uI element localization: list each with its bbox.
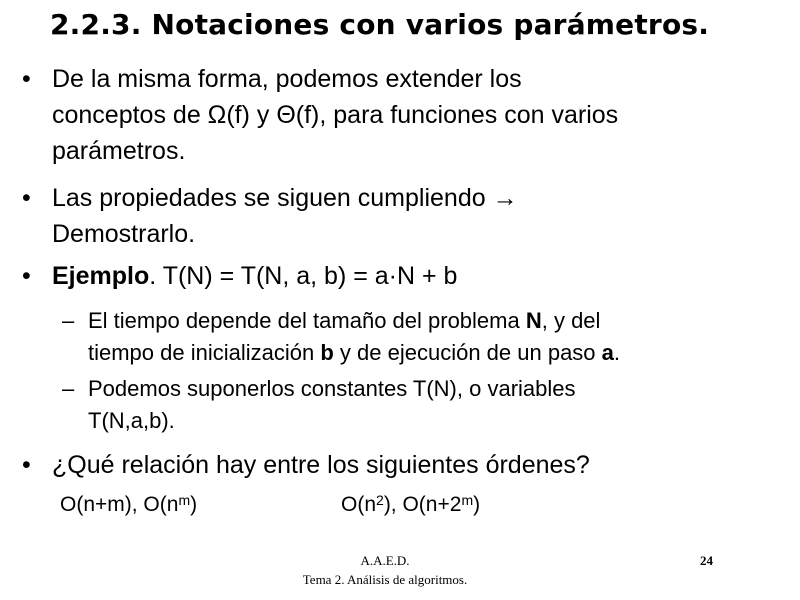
bullet-dot: • (22, 65, 31, 93)
sub-bullet-dash: – (62, 376, 75, 401)
var-a: a (601, 340, 614, 365)
footer (270, 551, 500, 589)
page-number: 24 (700, 553, 713, 568)
slide-title: 2.2.3. Notaciones con varios parámetros. (50, 8, 710, 41)
footer-course: A.A.E.D. (360, 553, 410, 568)
bullet-dot: • (22, 262, 31, 290)
sub-text: El tiempo depende del tamaño del problema (88, 308, 526, 333)
sub-text: , y del (541, 308, 601, 333)
orders-exponent: m (178, 492, 191, 508)
sub-text: . (613, 340, 621, 365)
question-text: ¿Qué relación hay entre los siguientes órdenes? (52, 451, 590, 479)
sub-bullet-dash: – (62, 308, 75, 333)
orders-text: ) (473, 493, 481, 516)
orders-text: O(n (341, 493, 377, 516)
bullet-dot: • (22, 451, 31, 479)
orders-text: O(n+m), O(n (60, 493, 179, 516)
example-formula: . T(N) = T(N, a, b) = a·N + b (149, 262, 458, 290)
var-N: N (525, 308, 542, 333)
sub-text: T(N,a,b). (88, 408, 175, 433)
sub-text: Podemos suponerlos constantes T(N), o variables (88, 376, 576, 401)
footer-topic: Tema 2. Análisis de algoritmos. (302, 572, 468, 587)
orders-exponent: m (461, 492, 474, 508)
bullet-text-line: Las propiedades se siguen cumpliendo → (52, 184, 518, 212)
bullet-text-line: Demostrarlo. (52, 220, 196, 248)
bullet-text-line: De la misma forma, podemos extender los (52, 65, 522, 93)
orders-left (60, 492, 197, 517)
var-b: b (320, 340, 334, 365)
bullet-dot: • (22, 184, 31, 212)
sub-text: y de ejecución de un paso (333, 340, 602, 365)
example-label: Ejemplo (52, 262, 150, 290)
bullet-text-line: conceptos de Ω(f) y Θ(f), para funciones con varios (52, 101, 619, 129)
orders-text: ) (190, 493, 198, 516)
orders-text: ), O(n+2 (383, 493, 462, 516)
orders-exponent: 2 (376, 492, 384, 508)
bullet-text-line: parámetros. (52, 137, 186, 165)
sub-text: tiempo de inicialización (88, 340, 321, 365)
orders-right (341, 492, 480, 517)
